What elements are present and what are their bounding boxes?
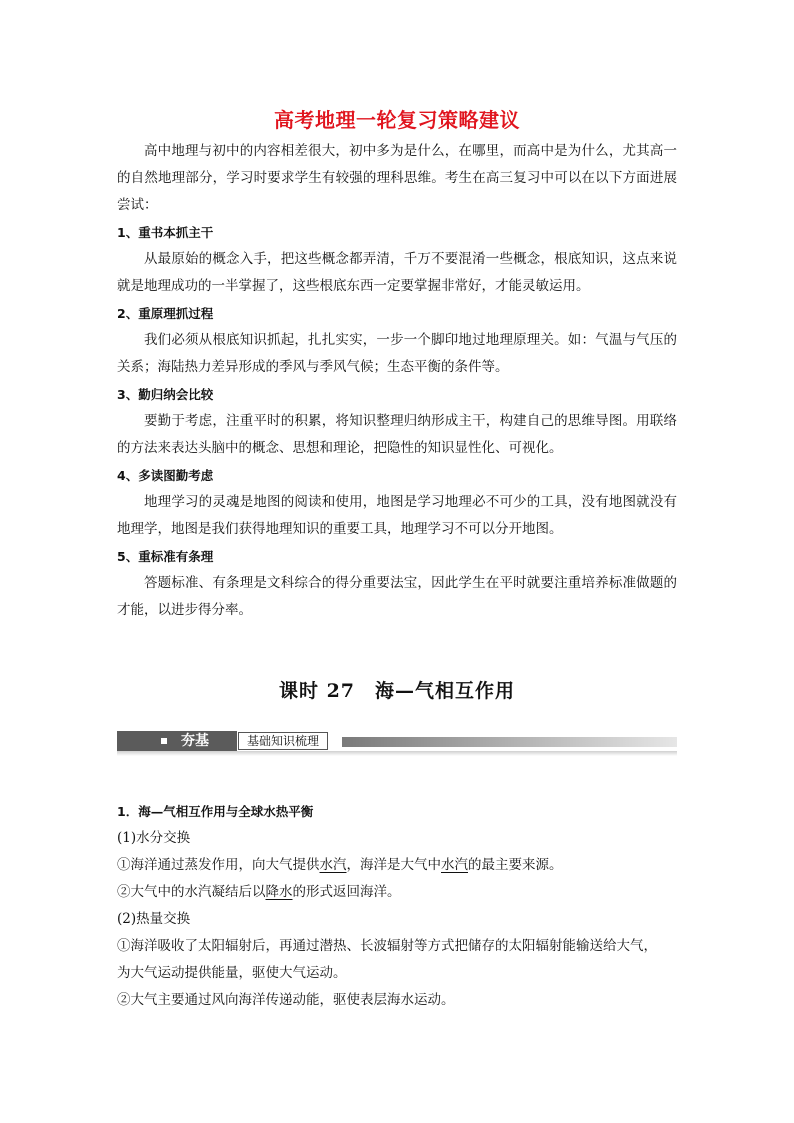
section-heading: 4、多读图勤考虑	[117, 468, 214, 483]
banner-shadow	[117, 751, 677, 756]
section-2	[117, 300, 677, 381]
intro-paragraph: 高中地理与初中的内容相差很大，初中多为是什么，在哪里，而高中是为什么，尤其高一的自然地理部分，学习时要求学生有较强的理科思维。考生在高三复习中可以在以下方面进展尝试：	[117, 143, 677, 213]
underlined-answer: 水汽	[441, 857, 468, 873]
banner-dark-block	[117, 731, 237, 751]
section-heading: 2、重原理抓过程	[117, 306, 214, 321]
section-1	[117, 219, 677, 300]
subheading-heat: (2)热量交换	[117, 911, 191, 927]
lesson-name: 海—气相互作用	[375, 680, 516, 702]
lesson-title	[117, 676, 677, 703]
underlined-answer: 降水	[265, 884, 293, 900]
content-line: ②大气主要通过风向海洋传递动能，驱使表层海水运动。	[117, 992, 455, 1008]
banner-main-label: 夯基	[181, 733, 209, 749]
section-3	[117, 381, 677, 462]
content-heading: 1．海—气相互作用与全球水热平衡	[117, 804, 314, 819]
section-text: 要勤于考虑，注重平时的积累，将知识整理归纳形成主干，构建自己的思维导图。用联络的方法来表达头脑中的概念、思想和理论，把隐性的知识显性化、可视化。	[117, 413, 677, 456]
lesson-content	[117, 798, 677, 1014]
section-5	[117, 543, 677, 624]
text-run: ②大气中的水汽凝结后以	[117, 884, 266, 900]
underlined-answer: 水汽	[319, 857, 347, 873]
content-line	[117, 852, 677, 879]
banner-gradient-bar	[342, 737, 677, 747]
content-line	[117, 879, 677, 906]
text-run: ①海洋通过蒸发作用，向大气提供	[117, 857, 320, 873]
section-heading: 5、重标准有条理	[117, 549, 214, 564]
banner-tag-label: 基础知识梳理	[238, 732, 328, 750]
text-run: 的形式返回海洋。	[292, 884, 401, 900]
section-4	[117, 462, 677, 543]
section-heading: 1、重书本抓主干	[117, 225, 214, 240]
subheading-water: (1)水分交换	[117, 830, 191, 846]
document-title: 高考地理一轮复习策略建议	[274, 108, 520, 132]
content-line: ①海洋吸收了太阳辐射后，再通过潜热、长波辐射等方式把储存的太阳辐射能输送给大气，	[117, 938, 657, 954]
text-run: ，海洋是大气中	[346, 857, 441, 873]
lesson-number: 课时 27	[278, 680, 356, 702]
section-banner	[117, 731, 677, 751]
intro-block	[117, 138, 677, 219]
section-text: 地理学习的灵魂是地图的阅读和使用，地图是学习地理必不可少的工具，没有地图就没有地理学，地图是我们获得地理知识的重要工具，地理学习不可以分开地图。	[117, 494, 677, 537]
section-heading: 3、勤归纳会比较	[117, 387, 214, 402]
content-line: 为大气运动提供能量，驱使大气运动。	[117, 965, 347, 981]
square-bullet-icon	[161, 738, 167, 744]
section-text: 答题标准、有条理是文科综合的得分重要法宝，因此学生在平时就要注重培养标准做题的才能，以进步得分率。	[117, 575, 677, 618]
text-run: 的最主要来源。	[468, 857, 563, 873]
section-text: 我们必须从根底知识抓起，扎扎实实，一步一个脚印地过地理原理关。如：气温与气压的关系；海陆热力差异形成的季风与季风气候；生态平衡的条件等。	[117, 332, 677, 375]
section-text: 从最原始的概念入手，把这些概念都弄清，千万不要混淆一些概念，根底知识，这点来说就是地理成功的一半掌握了，这些根底东西一定要掌握非常好，才能灵敏运用。	[117, 251, 677, 294]
